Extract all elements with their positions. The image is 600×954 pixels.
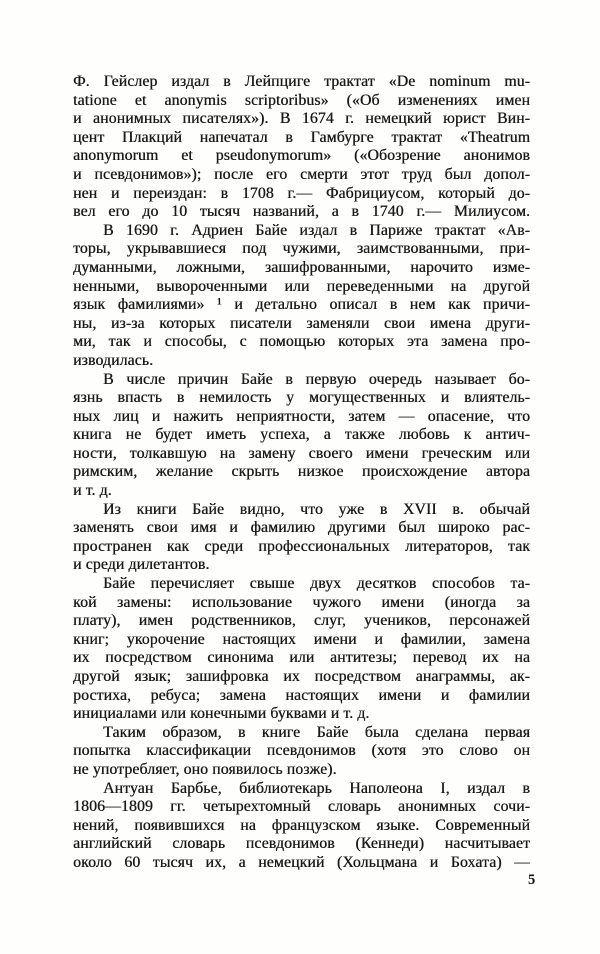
text-line: плату), имен родственников, слуг, учеников, персонажей — [73, 612, 530, 630]
text-line: нений, появившихся на французском языке. Современный — [73, 816, 530, 834]
text-line: ми, так и способы, с помощью которых эта замена про- — [73, 333, 530, 351]
text-line: римским, желание скрыть низкое происхождение автора — [73, 463, 530, 481]
text-line: Таким образом, в книге Байе была сделана первая — [103, 723, 530, 741]
text-line: Байе перечисляет свыше двух десятков способов та- — [103, 575, 530, 593]
text-line: ростиха, ребуса; замена настоящих имени и фамилии — [73, 686, 530, 704]
text-line: не употребляет, оно появилось позже). — [73, 760, 337, 778]
text-line: и т. д. — [73, 482, 112, 500]
page-number: 5 — [528, 872, 536, 888]
text-line: ных лиц и нажить неприятности, затем — опасение, что — [73, 407, 530, 425]
text-line: ны, из-за которых писатели заменяли свои имена други- — [73, 314, 530, 332]
text-line: книга не будет иметь успеха, а также любовь к антич- — [73, 426, 530, 444]
text-line: и псевдонимов»); после его смерти этот труд был допол- — [73, 165, 530, 183]
text-line: попытка классификации псевдонимов (хотя это слово он — [73, 742, 530, 760]
text-line: английский словарь псевдонимов (Кеннеди) насчитывает — [73, 835, 530, 853]
text-line: пространен как среди профессиональных литераторов, так — [73, 537, 530, 555]
text-line: язык фамилиями» ¹ и детально описал в нем как причи- — [73, 296, 530, 314]
text-line: Ф. Гейслер издал в Лейпциге трактат «De nominum mu- — [73, 73, 530, 90]
text-line: инициалами или конечными буквами и т. д. — [73, 705, 370, 723]
text-line: и среди дилетантов. — [73, 556, 210, 574]
text-line: ненными, вывороченными или переведенными на другой — [73, 277, 530, 295]
text-line: Из книги Байе видно, что уже в XVII в. обычай — [103, 500, 530, 518]
text-line: В 1690 г. Адриен Байе издал в Париже трактат «Ав- — [103, 221, 530, 239]
paragraph-5 — [73, 575, 530, 724]
paragraph-6 — [73, 724, 530, 780]
paragraph-7 — [73, 780, 530, 873]
text-line: 1806—1809 гг. четырехтомный словарь анонимных сочи- — [73, 798, 530, 816]
paragraph-3 — [73, 371, 530, 501]
text-line: торы, укрывавшиеся под чужими, заимствованными, при- — [73, 240, 530, 258]
text-line: вел его до 10 тысяч названий, а в 1740 г.— Милиусом. — [73, 203, 530, 221]
text-line: думанными, ложными, зашифрованными, нарочито изме- — [73, 258, 530, 276]
text-line: около 60 тысяч их, а немецкий (Хольцмана и Бохата) — — [73, 853, 530, 871]
text-line: tatione et anonymis scriptoribus» («Об изменениях имен — [73, 91, 530, 109]
text-line: ности, толкавшую на замену своего имени греческим или — [73, 444, 530, 462]
text-line: книг; укорочение настоящих имени и фамилии, замена — [73, 630, 530, 648]
text-line: В числе причин Байе в первую очередь называет бо- — [103, 370, 530, 388]
text-line: их посредством синонима или антитезы; перевод их на — [73, 649, 530, 667]
text-line: anonymorum et pseudonymorum» («Обозрение анонимов — [73, 147, 530, 165]
text-line: кой замены: использование чужого имени (иногда за — [73, 593, 530, 611]
text-line: заменять свои имя и фамилию другими был широко рас- — [73, 519, 530, 537]
paragraph-4 — [73, 501, 530, 575]
paragraph-1 — [73, 73, 530, 222]
text-line: и анонимных писателях»). В 1674 г. немецкий юрист Вин- — [73, 110, 530, 128]
text-line: другой язык; зашифровка их посредством анаграммы, ак- — [73, 668, 530, 685]
text-line: цент Плакций напечатал в Гамбурге трактат «Theatrum — [73, 128, 530, 146]
text-block — [73, 73, 530, 873]
text-line: нен и переиздан: в 1708 г.— Фабрициусом, который до- — [73, 184, 530, 202]
text-line: изводилась. — [73, 351, 154, 369]
text-line: язнь впасть в немилость у могущественных и влиятель- — [73, 389, 530, 407]
paragraph-2 — [73, 222, 530, 371]
text-line: Антуан Барбье, библиотекарь Наполеона I, издал в — [103, 779, 530, 797]
